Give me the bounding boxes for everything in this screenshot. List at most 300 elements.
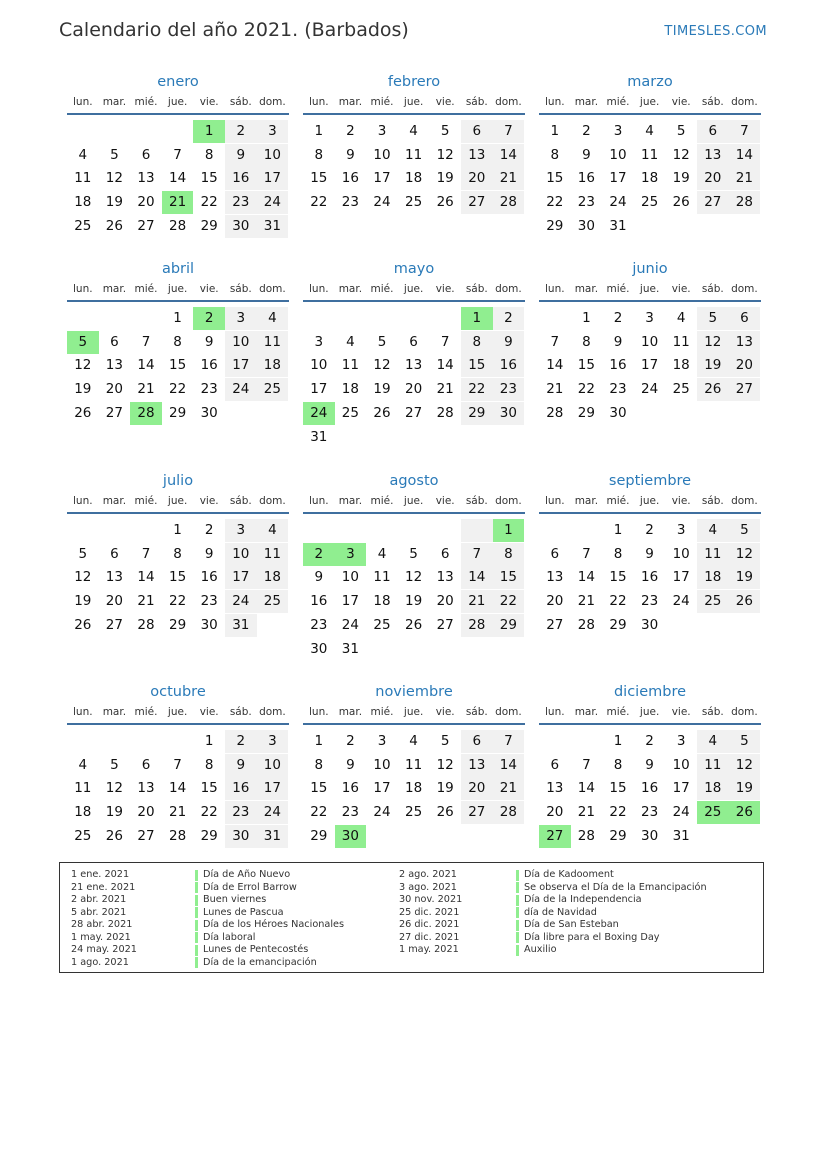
day-cell[interactable]: 14	[546, 357, 564, 374]
day-cell[interactable]: 8	[204, 756, 214, 773]
day-cell[interactable]: 5	[676, 123, 686, 139]
day-cell[interactable]: 11	[405, 146, 423, 163]
day-cell[interactable]: 25	[672, 381, 690, 398]
day-cell[interactable]: 27	[436, 616, 454, 633]
holiday-day-cell[interactable]: 28	[130, 402, 162, 425]
day-cell[interactable]: 26	[729, 590, 761, 613]
day-cell[interactable]: 3	[613, 123, 623, 139]
day-cell[interactable]: 24	[225, 378, 257, 401]
day-cell[interactable]: 23	[225, 801, 257, 824]
day-cell[interactable]: 9	[645, 545, 654, 562]
day-cell[interactable]: 11	[373, 569, 391, 586]
day-cell[interactable]: 24	[672, 593, 690, 610]
holiday-day-cell[interactable]: 2	[303, 543, 335, 566]
day-cell[interactable]: 6	[697, 120, 729, 143]
day-cell[interactable]: 14	[577, 780, 595, 797]
day-cell[interactable]: 15	[200, 780, 218, 797]
holiday-day-cell[interactable]: 21	[162, 191, 194, 214]
day-cell[interactable]: 25	[74, 827, 92, 844]
day-cell[interactable]: 25	[641, 194, 659, 211]
day-cell[interactable]: 16	[225, 167, 257, 190]
day-cell[interactable]: 2	[225, 730, 257, 753]
day-cell[interactable]: 28	[493, 191, 525, 214]
day-cell[interactable]: 29	[169, 616, 187, 633]
day-cell[interactable]: 21	[493, 167, 525, 190]
day-cell[interactable]: 18	[74, 804, 92, 821]
day-cell[interactable]: 7	[550, 333, 560, 350]
day-cell[interactable]: 19	[74, 593, 92, 610]
day-cell[interactable]: 30	[200, 616, 218, 633]
day-cell[interactable]: 6	[461, 730, 493, 753]
holiday-day-cell[interactable]: 3	[335, 543, 367, 566]
day-cell[interactable]: 20	[105, 381, 123, 398]
day-cell[interactable]: 17	[225, 566, 257, 589]
day-cell[interactable]: 13	[137, 780, 155, 797]
day-cell[interactable]: 25	[257, 590, 289, 613]
day-cell[interactable]: 18	[257, 566, 289, 589]
day-cell[interactable]: 1	[550, 123, 560, 139]
day-cell[interactable]: 5	[110, 756, 119, 773]
day-cell[interactable]: 4	[257, 519, 289, 542]
day-cell[interactable]: 20	[436, 593, 454, 610]
day-cell[interactable]: 22	[169, 593, 187, 610]
day-cell[interactable]: 23	[641, 804, 659, 821]
day-cell[interactable]: 22	[310, 804, 328, 821]
day-cell[interactable]: 10	[225, 331, 257, 354]
day-cell[interactable]: 2	[645, 733, 654, 749]
day-cell[interactable]: 5	[440, 733, 450, 749]
day-cell[interactable]: 3	[377, 123, 387, 139]
day-cell[interactable]: 13	[105, 569, 123, 586]
day-cell[interactable]: 1	[173, 310, 182, 326]
day-cell[interactable]: 11	[697, 543, 729, 566]
day-cell[interactable]: 13	[729, 331, 761, 354]
day-cell[interactable]: 2	[346, 123, 355, 139]
day-cell[interactable]: 18	[405, 780, 423, 797]
day-cell[interactable]: 8	[613, 545, 623, 562]
day-cell[interactable]: 19	[729, 777, 761, 800]
day-cell[interactable]: 2	[613, 310, 623, 326]
day-cell[interactable]: 29	[546, 217, 564, 234]
day-cell[interactable]: 13	[461, 144, 493, 167]
day-cell[interactable]: 16	[341, 780, 359, 797]
day-cell[interactable]: 1	[314, 123, 324, 139]
day-cell[interactable]: 4	[346, 333, 355, 350]
day-cell[interactable]: 10	[310, 357, 328, 374]
day-cell[interactable]: 28	[577, 827, 595, 844]
day-cell[interactable]: 7	[141, 545, 151, 562]
day-cell[interactable]: 27	[729, 378, 761, 401]
day-cell[interactable]: 11	[257, 543, 289, 566]
day-cell[interactable]: 29	[310, 827, 328, 844]
day-cell[interactable]: 10	[257, 144, 289, 167]
holiday-day-cell[interactable]: 1	[193, 120, 225, 143]
day-cell[interactable]: 2	[225, 120, 257, 143]
day-cell[interactable]: 12	[405, 569, 423, 586]
day-cell[interactable]: 6	[461, 120, 493, 143]
day-cell[interactable]: 17	[310, 381, 328, 398]
day-cell[interactable]: 8	[493, 543, 525, 566]
day-cell[interactable]: 9	[204, 545, 214, 562]
day-cell[interactable]: 9	[204, 333, 214, 350]
day-cell[interactable]: 30	[493, 402, 525, 425]
day-cell[interactable]: 20	[461, 167, 493, 190]
day-cell[interactable]: 14	[137, 357, 155, 374]
day-cell[interactable]: 4	[409, 733, 418, 749]
day-cell[interactable]: 23	[200, 381, 218, 398]
day-cell[interactable]: 7	[493, 120, 525, 143]
day-cell[interactable]: 3	[225, 307, 257, 330]
day-cell[interactable]: 9	[346, 146, 355, 163]
day-cell[interactable]: 25	[697, 590, 729, 613]
day-cell[interactable]: 27	[105, 616, 123, 633]
holiday-day-cell[interactable]: 30	[335, 825, 367, 848]
day-cell[interactable]: 25	[257, 378, 289, 401]
day-cell[interactable]: 24	[373, 804, 391, 821]
day-cell[interactable]: 3	[257, 730, 289, 753]
day-cell[interactable]: 24	[257, 191, 289, 214]
day-cell[interactable]: 27	[105, 404, 123, 421]
day-cell[interactable]: 21	[137, 593, 155, 610]
day-cell[interactable]: 26	[405, 616, 423, 633]
day-cell[interactable]: 2	[493, 307, 525, 330]
day-cell[interactable]: 8	[314, 146, 324, 163]
day-cell[interactable]: 19	[436, 170, 454, 187]
day-cell[interactable]: 7	[141, 333, 151, 350]
day-cell[interactable]: 28	[461, 614, 493, 637]
day-cell[interactable]: 19	[672, 170, 690, 187]
day-cell[interactable]: 21	[546, 381, 564, 398]
day-cell[interactable]: 30	[225, 825, 257, 848]
day-cell[interactable]: 30	[310, 640, 328, 657]
day-cell[interactable]: 31	[341, 640, 359, 657]
day-cell[interactable]: 2	[645, 522, 654, 538]
day-cell[interactable]: 9	[493, 331, 525, 354]
day-cell[interactable]: 10	[609, 146, 627, 163]
day-cell[interactable]: 16	[641, 569, 659, 586]
day-cell[interactable]: 31	[257, 825, 289, 848]
holiday-day-cell[interactable]: 26	[729, 801, 761, 824]
day-cell[interactable]: 27	[546, 616, 564, 633]
day-cell[interactable]: 28	[169, 827, 187, 844]
day-cell[interactable]: 1	[582, 310, 591, 326]
day-cell[interactable]: 14	[729, 144, 761, 167]
day-cell[interactable]: 13	[105, 357, 123, 374]
day-cell[interactable]: 27	[697, 191, 729, 214]
day-cell[interactable]: 16	[310, 593, 328, 610]
day-cell[interactable]: 19	[105, 194, 123, 211]
day-cell[interactable]: 5	[110, 146, 119, 163]
day-cell[interactable]: 8	[314, 756, 324, 773]
day-cell[interactable]: 24	[373, 194, 391, 211]
day-cell[interactable]: 17	[257, 167, 289, 190]
day-cell[interactable]: 31	[310, 428, 328, 445]
day-cell[interactable]: 29	[169, 404, 187, 421]
day-cell[interactable]: 25	[74, 217, 92, 234]
day-cell[interactable]: 28	[169, 217, 187, 234]
day-cell[interactable]: 16	[641, 780, 659, 797]
day-cell[interactable]: 12	[436, 756, 454, 773]
day-cell[interactable]: 29	[609, 616, 627, 633]
day-cell[interactable]: 22	[493, 590, 525, 613]
day-cell[interactable]: 26	[105, 827, 123, 844]
day-cell[interactable]: 24	[609, 194, 627, 211]
day-cell[interactable]: 4	[78, 146, 88, 163]
day-cell[interactable]: 26	[74, 616, 92, 633]
day-cell[interactable]: 5	[440, 123, 450, 139]
day-cell[interactable]: 1	[173, 522, 182, 538]
day-cell[interactable]: 14	[436, 357, 454, 374]
day-cell[interactable]: 30	[641, 827, 659, 844]
day-cell[interactable]: 15	[461, 354, 493, 377]
day-cell[interactable]: 22	[461, 378, 493, 401]
day-cell[interactable]: 28	[493, 801, 525, 824]
day-cell[interactable]: 16	[200, 569, 218, 586]
day-cell[interactable]: 16	[341, 170, 359, 187]
day-cell[interactable]: 9	[225, 144, 257, 167]
day-cell[interactable]: 21	[493, 777, 525, 800]
day-cell[interactable]: 13	[405, 357, 423, 374]
day-cell[interactable]: 4	[697, 519, 729, 542]
day-cell[interactable]: 29	[200, 217, 218, 234]
day-cell[interactable]: 17	[373, 780, 391, 797]
day-cell[interactable]: 22	[200, 194, 218, 211]
day-cell[interactable]: 23	[225, 191, 257, 214]
day-cell[interactable]: 9	[645, 756, 654, 773]
day-cell[interactable]: 17	[609, 170, 627, 187]
day-cell[interactable]: 18	[405, 170, 423, 187]
day-cell[interactable]: 10	[341, 569, 359, 586]
day-cell[interactable]: 4	[676, 310, 686, 326]
day-cell[interactable]: 18	[672, 357, 690, 374]
holiday-day-cell[interactable]: 24	[303, 402, 335, 425]
day-cell[interactable]: 1	[204, 733, 214, 749]
day-cell[interactable]: 11	[257, 331, 289, 354]
day-cell[interactable]: 15	[200, 170, 218, 187]
day-cell[interactable]: 27	[137, 217, 155, 234]
day-cell[interactable]: 15	[169, 357, 187, 374]
day-cell[interactable]: 11	[697, 754, 729, 777]
holiday-day-cell[interactable]: 25	[697, 801, 729, 824]
day-cell[interactable]: 12	[373, 357, 391, 374]
day-cell[interactable]: 10	[672, 756, 690, 773]
day-cell[interactable]: 15	[577, 357, 595, 374]
holiday-day-cell[interactable]: 2	[193, 307, 225, 330]
day-cell[interactable]: 12	[697, 331, 729, 354]
day-cell[interactable]: 7	[173, 756, 182, 773]
day-cell[interactable]: 6	[110, 333, 119, 350]
day-cell[interactable]: 7	[729, 120, 761, 143]
holiday-day-cell[interactable]: 5	[67, 331, 99, 354]
day-cell[interactable]: 18	[257, 354, 289, 377]
day-cell[interactable]: 22	[169, 381, 187, 398]
day-cell[interactable]: 12	[105, 170, 123, 187]
day-cell[interactable]: 16	[225, 777, 257, 800]
day-cell[interactable]: 17	[225, 354, 257, 377]
day-cell[interactable]: 15	[310, 170, 328, 187]
day-cell[interactable]: 24	[641, 381, 659, 398]
day-cell[interactable]: 23	[341, 804, 359, 821]
day-cell[interactable]: 13	[546, 569, 564, 586]
day-cell[interactable]: 11	[672, 333, 690, 350]
day-cell[interactable]: 3	[314, 333, 324, 350]
day-cell[interactable]: 17	[257, 777, 289, 800]
day-cell[interactable]: 14	[169, 780, 187, 797]
day-cell[interactable]: 5	[78, 545, 88, 562]
day-cell[interactable]: 27	[461, 191, 493, 214]
day-cell[interactable]: 6	[141, 756, 151, 773]
day-cell[interactable]: 14	[577, 569, 595, 586]
day-cell[interactable]: 25	[405, 804, 423, 821]
day-cell[interactable]: 8	[582, 333, 591, 350]
day-cell[interactable]: 4	[377, 545, 387, 562]
day-cell[interactable]: 23	[200, 593, 218, 610]
day-cell[interactable]: 28	[546, 404, 564, 421]
day-cell[interactable]: 24	[225, 590, 257, 613]
day-cell[interactable]: 22	[200, 804, 218, 821]
day-cell[interactable]: 23	[310, 616, 328, 633]
day-cell[interactable]: 19	[74, 381, 92, 398]
day-cell[interactable]: 21	[461, 590, 493, 613]
day-cell[interactable]: 6	[440, 545, 450, 562]
day-cell[interactable]: 28	[436, 404, 454, 421]
day-cell[interactable]: 7	[582, 756, 591, 773]
day-cell[interactable]: 15	[609, 569, 627, 586]
day-cell[interactable]: 29	[200, 827, 218, 844]
day-cell[interactable]: 10	[257, 754, 289, 777]
day-cell[interactable]: 14	[169, 170, 187, 187]
day-cell[interactable]: 6	[409, 333, 418, 350]
day-cell[interactable]: 3	[377, 733, 387, 749]
day-cell[interactable]: 31	[257, 215, 289, 238]
day-cell[interactable]: 31	[225, 614, 257, 637]
day-cell[interactable]: 12	[672, 146, 690, 163]
day-cell[interactable]: 10	[641, 333, 659, 350]
day-cell[interactable]: 14	[493, 144, 525, 167]
day-cell[interactable]: 19	[697, 354, 729, 377]
day-cell[interactable]: 18	[697, 777, 729, 800]
day-cell[interactable]: 21	[436, 381, 454, 398]
day-cell[interactable]: 17	[641, 357, 659, 374]
day-cell[interactable]: 5	[409, 545, 418, 562]
day-cell[interactable]: 10	[672, 545, 690, 562]
day-cell[interactable]: 18	[341, 381, 359, 398]
day-cell[interactable]: 17	[672, 780, 690, 797]
day-cell[interactable]: 12	[729, 754, 761, 777]
day-cell[interactable]: 9	[346, 756, 355, 773]
day-cell[interactable]: 7	[582, 545, 591, 562]
day-cell[interactable]: 3	[676, 522, 686, 538]
holiday-day-cell[interactable]: 27	[539, 825, 571, 848]
day-cell[interactable]: 9	[582, 146, 591, 163]
day-cell[interactable]: 1	[613, 733, 623, 749]
day-cell[interactable]: 16	[577, 170, 595, 187]
day-cell[interactable]: 24	[257, 801, 289, 824]
day-cell[interactable]: 12	[105, 780, 123, 797]
day-cell[interactable]: 19	[405, 593, 423, 610]
day-cell[interactable]: 5	[729, 730, 761, 753]
day-cell[interactable]: 13	[436, 569, 454, 586]
day-cell[interactable]: 3	[676, 733, 686, 749]
day-cell[interactable]: 26	[672, 194, 690, 211]
day-cell[interactable]: 8	[173, 545, 182, 562]
day-cell[interactable]: 26	[74, 404, 92, 421]
day-cell[interactable]: 31	[672, 827, 690, 844]
day-cell[interactable]: 14	[461, 566, 493, 589]
day-cell[interactable]: 22	[609, 593, 627, 610]
day-cell[interactable]: 21	[577, 804, 595, 821]
day-cell[interactable]: 12	[74, 569, 92, 586]
day-cell[interactable]: 19	[729, 566, 761, 589]
day-cell[interactable]: 12	[436, 146, 454, 163]
day-cell[interactable]: 13	[137, 170, 155, 187]
day-cell[interactable]: 24	[341, 616, 359, 633]
day-cell[interactable]: 14	[493, 754, 525, 777]
day-cell[interactable]: 10	[373, 756, 391, 773]
day-cell[interactable]: 15	[546, 170, 564, 187]
day-cell[interactable]: 26	[697, 378, 729, 401]
day-cell[interactable]: 2	[204, 522, 214, 538]
day-cell[interactable]: 26	[373, 404, 391, 421]
day-cell[interactable]: 18	[74, 194, 92, 211]
day-cell[interactable]: 21	[729, 167, 761, 190]
holiday-day-cell[interactable]: 1	[493, 519, 525, 542]
day-cell[interactable]: 13	[546, 780, 564, 797]
day-cell[interactable]: 17	[341, 593, 359, 610]
day-cell[interactable]: 20	[546, 804, 564, 821]
day-cell[interactable]: 3	[257, 120, 289, 143]
day-cell[interactable]: 14	[137, 569, 155, 586]
day-cell[interactable]: 4	[257, 307, 289, 330]
day-cell[interactable]: 13	[461, 754, 493, 777]
day-cell[interactable]: 27	[137, 827, 155, 844]
day-cell[interactable]: 4	[645, 123, 654, 139]
day-cell[interactable]: 8	[204, 146, 214, 163]
day-cell[interactable]: 4	[409, 123, 418, 139]
day-cell[interactable]: 9	[613, 333, 623, 350]
day-cell[interactable]: 2	[346, 733, 355, 749]
day-cell[interactable]: 29	[493, 614, 525, 637]
day-cell[interactable]: 2	[582, 123, 591, 139]
day-cell[interactable]: 19	[373, 381, 391, 398]
day-cell[interactable]: 24	[672, 804, 690, 821]
day-cell[interactable]: 26	[436, 194, 454, 211]
day-cell[interactable]: 7	[461, 543, 493, 566]
day-cell[interactable]: 5	[377, 333, 387, 350]
day-cell[interactable]: 28	[577, 616, 595, 633]
day-cell[interactable]: 1	[314, 733, 324, 749]
day-cell[interactable]: 7	[493, 730, 525, 753]
day-cell[interactable]: 12	[74, 357, 92, 374]
day-cell[interactable]: 6	[110, 545, 119, 562]
day-cell[interactable]: 15	[609, 780, 627, 797]
day-cell[interactable]: 15	[310, 780, 328, 797]
day-cell[interactable]: 6	[729, 307, 761, 330]
day-cell[interactable]: 27	[405, 404, 423, 421]
day-cell[interactable]: 19	[105, 804, 123, 821]
day-cell[interactable]: 7	[440, 333, 450, 350]
day-cell[interactable]: 8	[613, 756, 623, 773]
day-cell[interactable]: 20	[137, 194, 155, 211]
day-cell[interactable]: 17	[373, 170, 391, 187]
day-cell[interactable]: 28	[729, 191, 761, 214]
day-cell[interactable]: 29	[461, 402, 493, 425]
day-cell[interactable]: 23	[641, 593, 659, 610]
day-cell[interactable]: 18	[373, 593, 391, 610]
day-cell[interactable]: 20	[697, 167, 729, 190]
day-cell[interactable]: 15	[169, 569, 187, 586]
day-cell[interactable]: 9	[314, 569, 324, 586]
